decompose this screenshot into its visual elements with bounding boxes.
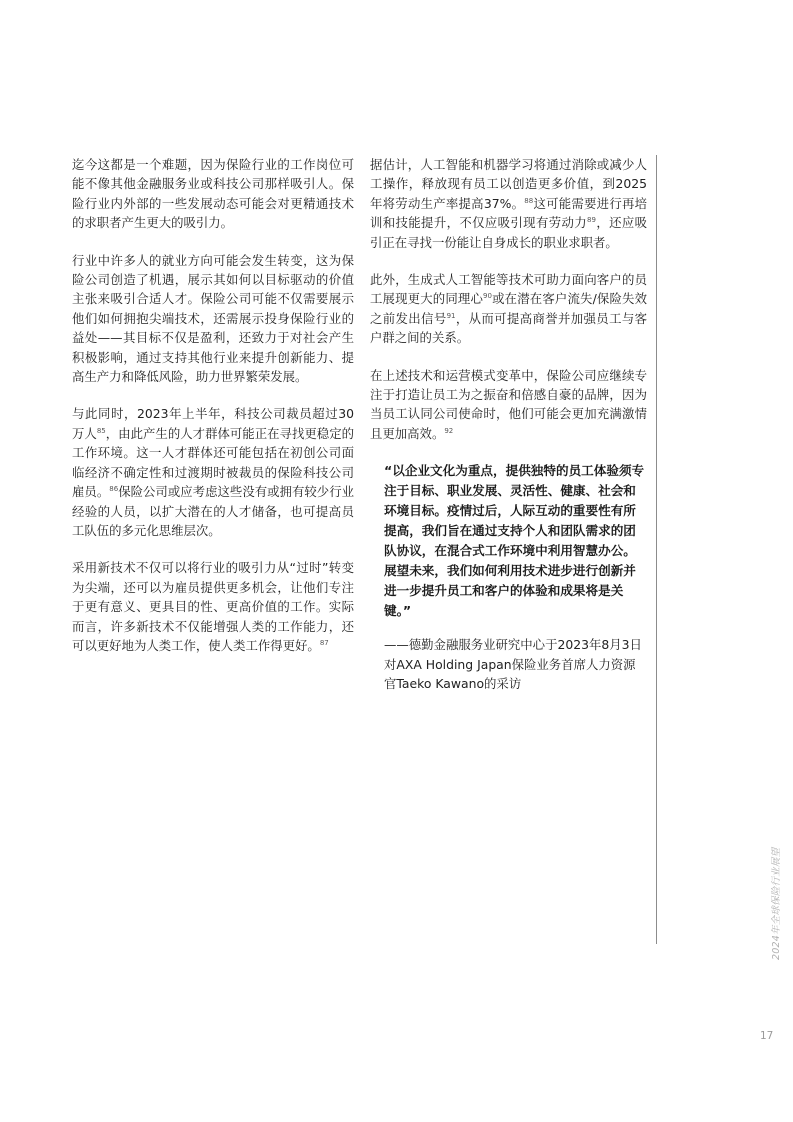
paragraph: 行业中许多人的就业方向可能会发生转变，这为保险公司创造了机遇，展示其如何以目标驱动的价值主张来吸引合适人才。保险公司可能不仅需要展示他们如何拥抱尖端技术，还需展示投身保险行业的益处——其目标不仅是盈利，还致力于对社会产生积极影响，通过支持其他行业来提升创新能力、提高生产力和降低风险，助力世界繁荣发展。 [72, 252, 354, 385]
footnote-ref: 85 [96, 426, 106, 435]
text-span: 与此同时，2023年上半年，科技公司裁员超过30万人 [72, 406, 354, 441]
quote-attribution: ——德勤金融服务业研究中心于2023年8月3日对AXA Holding Japan保险业务首席人力资源官Taeko Kawano的采访 [384, 637, 642, 692]
pull-quote [370, 461, 647, 693]
footnote-ref: 89 [587, 216, 596, 225]
quote-text: “以企业文化为重点，提供独特的员工体验须专注于目标、职业发展、灵活性、健康、社会和环境目标。疫情过后，人际互动的重要性有所提高，我们旨在通过支持个人和团队需求的团队协议，在混合式工作环境中利用智慧办公。展望未来，我们如何利用技术进步进行创新并进一步提升员工和客户的体验和成果将是关键。” [384, 463, 645, 619]
text-span: ，还应吸引正在寻找一份能让自身成长的职业求职者。 [370, 215, 647, 250]
footnote-ref: 87 [319, 638, 329, 647]
paragraph [72, 558, 354, 655]
text-span: 此外，生成式人工智能等技术可助力面向客户的员工展现更大的同理心 [370, 272, 647, 307]
running-title: 2024年全球保险行业展望 [771, 847, 782, 960]
text-span: ，由此产生的人才群体可能正在寻找更稳定的工作环境。这一人才群体还可能包括在初创公司面临经济不确定性和过渡期时被裁员的保险科技公司雇员。 [72, 425, 355, 500]
right-column [370, 155, 647, 694]
text-span: 在上述技术和运营模式变革中，保险公司应继续专注于打造让员工为之振奋和倍感自豪的品牌，因为当员工认同公司使命时，他们可能会更加充满激情且更加高效。 [370, 367, 647, 441]
text-span: 据估计，人工智能和机器学习将通过消除或减少人工操作，释放现有员工以创造更多价值，到2025年将劳动生产率提高37%。 [370, 157, 647, 211]
footnote-ref: 90 [483, 292, 492, 301]
page-number: 17 [760, 1030, 774, 1042]
paragraph [370, 366, 647, 444]
text-span: 或在潜在客户流失/保险失效之前发出信号 [370, 291, 647, 326]
footnote-ref: 91 [446, 311, 456, 320]
paragraph [72, 404, 354, 540]
paragraph: 迄今这都是一个难题，因为保险行业的工作岗位可能不像其他金融服务业或科技公司那样吸引人。保险行业内外部的一些发展动态可能会对更精通技术的求职者产生更大的吸引力。 [72, 157, 354, 231]
footnote-ref: 92 [444, 426, 454, 435]
paragraph [370, 155, 647, 252]
paragraph [370, 270, 647, 348]
left-column [72, 155, 354, 673]
text-span: 这可能需要进行再培训和技能提升，不仅应吸引现有劳动力 [370, 195, 648, 231]
text-span: ，从而可提高商誉并加强员工与客户群之间的关系。 [370, 310, 647, 346]
footnote-ref: 86 [109, 484, 119, 493]
vertical-divider [656, 155, 657, 944]
text-span: 保险公司或应考虑这些没有或拥有较少行业经验的人员，以扩大潜在的人才储备，也可提高员工队伍的多元化思维层次。 [72, 484, 355, 538]
text-span: 采用新技术不仅可以将行业的吸引力从“过时”转变为尖端，还可以为雇员提供更多机会，让他们专注于更有意义、更具目的性、更高价值的工作。实际而言，许多新技术不仅能增强人类的工作能力，还可以更好地为人类工作，使人类工作得更好。 [72, 560, 354, 653]
footnote-ref: 88 [524, 196, 534, 205]
